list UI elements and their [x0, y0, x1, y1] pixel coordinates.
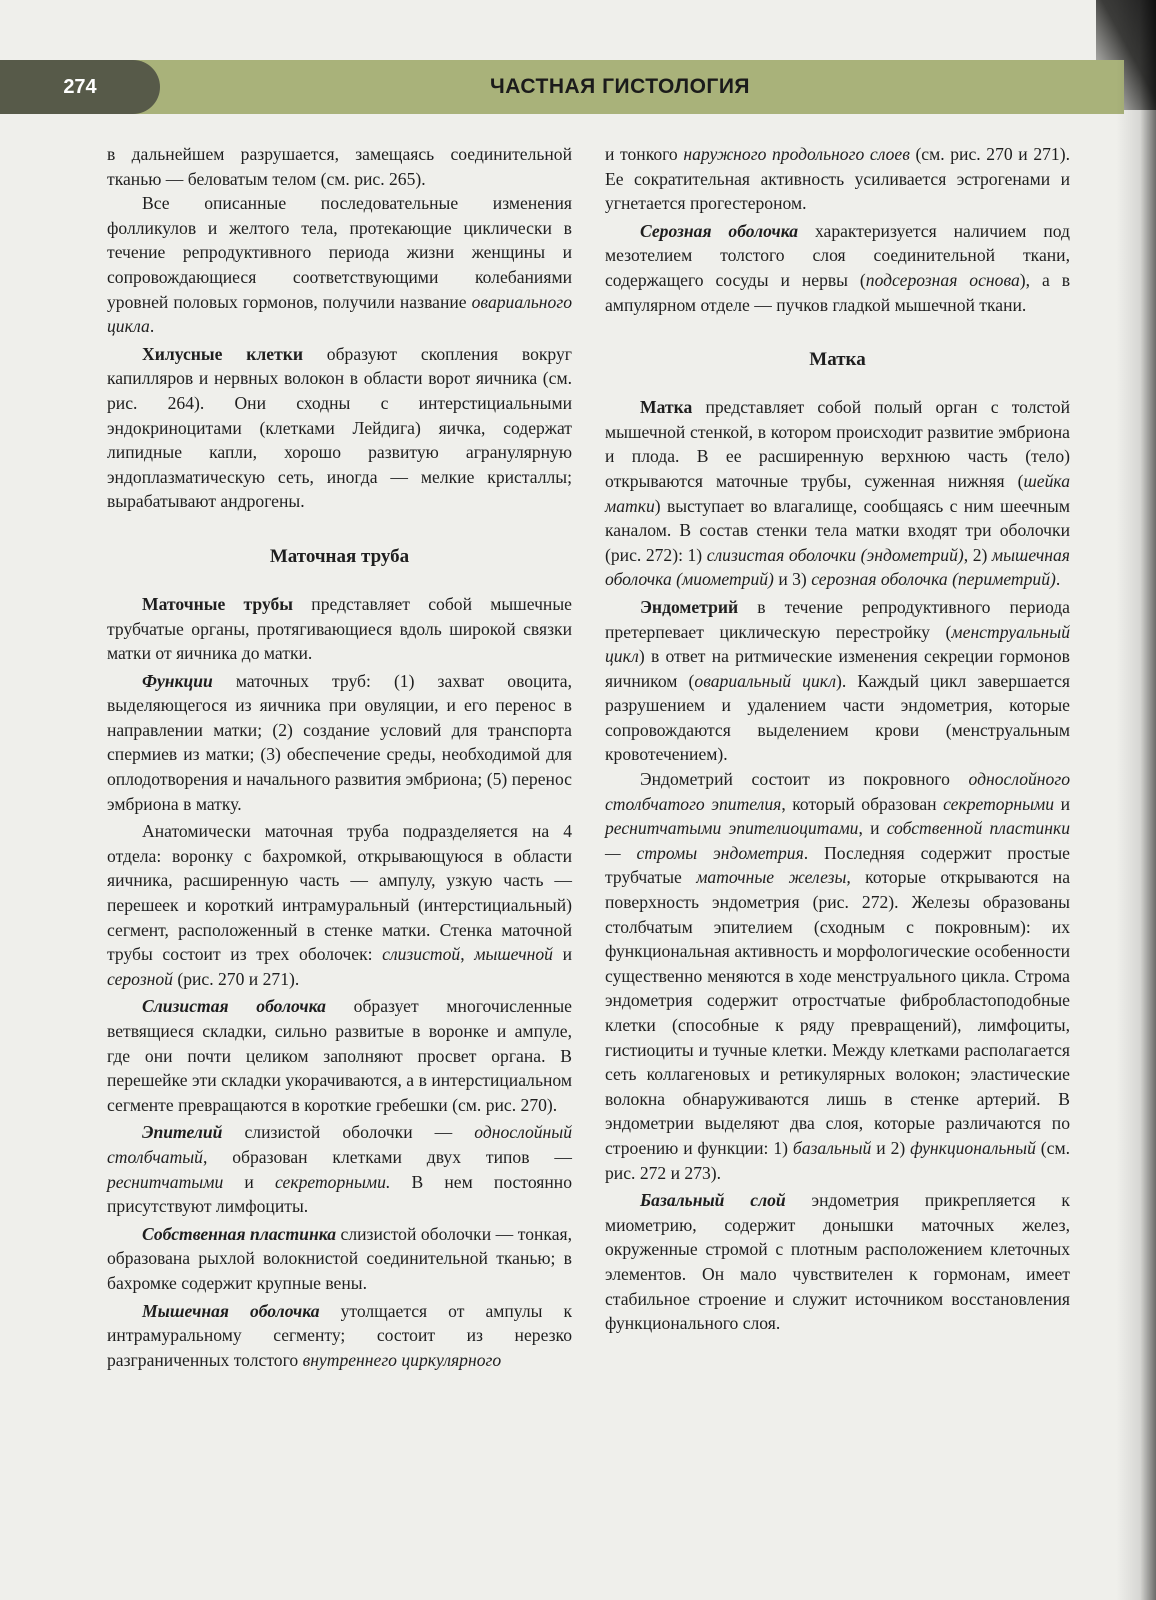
right-column	[605, 142, 1070, 1336]
paragraph: Серозная оболочка характеризуется наличием под мезотелием толстого слоя соединительной ткани, содержащего сосуды и нервы (подсерозная основа), а в ампулярном отделе — пучков гладкой мышечной ткани.	[605, 220, 1071, 315]
section-heading-fallopian-tube: Маточная труба	[269, 545, 410, 567]
paragraph: Маточные трубы представляет собой мышечные трубчатые органы, протягивающиеся вдоль широкой связки матки от яичника до матки.	[107, 593, 572, 664]
paragraph: Эндометрий в течение репродуктивного периода претерпевает циклическую перестройку (менструальный цикл) в ответ на ритмические изменения секреции гормонов яичником (овариальный цикл). Каждый цикл завершается разрушением и удалением части эндометрия, которые сопровождаются выделением крови (менструальным кровотечением).	[605, 596, 1070, 765]
paragraph: Собственная пластинка слизистой оболочки — тонкая, образована рыхлой волокнистой соединительной тканью; в бахромке содержит крупные вены.	[107, 1223, 573, 1293]
running-title: ЧАСТНАЯ ГИСТОЛОГИЯ	[489, 75, 751, 98]
paragraph: Мышечная оболочка утолщается от ампулы к интрамуральному сегменту; состоит из нерезко разграниченных толстого внутреннего циркулярного	[107, 1300, 572, 1370]
paragraph: Слизистая оболочка образует многочисленные ветвящиеся складки, сильно развитые в воронке и ампуле, где они почти целиком заполняют просвет органа. В перешейке эти складки укорачиваются, а в интерстициальном сегменте превращаются в короткие гребешки (см. рис. 270).	[107, 996, 572, 1115]
page-number: 274	[63, 75, 97, 98]
page-edge-shadow	[1116, 0, 1156, 1600]
paragraph: Матка представляет собой полый орган с толстой мышечной стенкой, в котором происходит развитие эмбриона и плода. В ее расширенную верхнюю часть (тело) открываются маточные трубы, суженная нижняя (шейка матки) выступает во влагалище, сообщаясь с ним шеечным каналом. В состав стенки тела матки входят три оболочки (рис. 272): 1) слизистая оболочки (эндометрий), 2) мышечная оболочка (миометрий) и 3) серозная оболочка (периметрий).	[605, 397, 1070, 590]
paragraph: и тонкого наружного продольного слоев (см. рис. 270 и 271). Ее сократительная активность усиливается эстрогенами и угнетается прогестероном.	[605, 144, 1070, 214]
paragraph: Эндометрий состоит из покровного однослойного столбчатого эпителия, который образован секреторными и реснитчатыми эпителиоцитами, и собственной пластинки — стромы эндометрия. Последняя содержит простые трубчатые маточные железы, которые открываются на поверхность эндометрия (рис. 272). Железы образованы столбчатым эпителием (сходным с покровным): их функциональная активность и морфологические особенности существенно меняются в ходе менструального цикла. Строма эндометрия содержит отростчатые фибробластоподобные клетки (способные к ряду превращений), лимфоциты, гистиоциты и тучные клетки. Между клетками располагается сеть коллагеновых и ретикулярных волокон; эластические волокна обнаруживаются лишь в стенке артерий. В эндометрии выделяют два слоя, которые различаются по строению и функции: 1) базальный и 2) функциональный (см. рис. 272 и 273).	[605, 769, 1071, 1183]
paragraph: в дальнейшем разрушается, замещаясь соединительной тканью — беловатым телом (см. рис. 265).	[107, 144, 572, 189]
left-column	[107, 142, 572, 1372]
paragraph: Все описанные последовательные изменения фолликулов и желтого тела, протекающие циклически в течение репродуктивного периода жизни женщины и сопровождающиеся соответствующими колебаниями уровней половых гормонов, получили название овариального цикла.	[107, 193, 572, 337]
paragraph: Хилусные клетки образуют скопления вокруг капилляров и нервных волокон в области ворот яичника (см. рис. 264). Они сходны с интерстициальными эндокриноцитами (клетками Лейдига) яичка, содержат липидные капли, хорошо развитую агранулярную эндоплазматическую сеть, иногда — мелкие кристаллы; вырабатывают андрогены.	[107, 343, 573, 512]
paragraph: Анатомически маточная труба подразделяется на 4 отдела: воронку с бахромкой, открывающуюся в области яичника, расширенную часть — ампулу, узкую часть — перешеек и короткий интрамуральный (интерстициальный) сегмент, расположенный в стенке матки. Стенка маточной трубы состоит из трех оболочек: слизистой, мышечной и серозной (рис. 270 и 271).	[107, 821, 572, 989]
section-heading-uterus: Матка	[809, 349, 866, 371]
paragraph: Базальный слой эндометрия прикрепляется к миометрию, содержит донышки маточных желез, окруженные стромой с плотным расположением клеточных элементов. Он мало чувствителен к гормонам, имеет стабильное строение и служит источником восстановления функционального слоя.	[605, 1190, 1070, 1334]
paragraph: Эпителий слизистой оболочки — однослойный столбчатый, образован клетками двух типов — реснитчатыми и секреторными. В нем постоянно присутствуют лимфоциты.	[107, 1122, 572, 1217]
page-number-tab	[0, 60, 160, 114]
paragraph: Функции маточных труб: (1) захват овоцита, выделяющегося из яичника при овуляции, и его перенос в направлении матки; (2) создание условий для транспорта спермиев из матки; (3) обеспечение среды, необходимой для оплодотворения и начального развития эмбриона; (5) перенос эмбриона в матку.	[107, 670, 572, 814]
